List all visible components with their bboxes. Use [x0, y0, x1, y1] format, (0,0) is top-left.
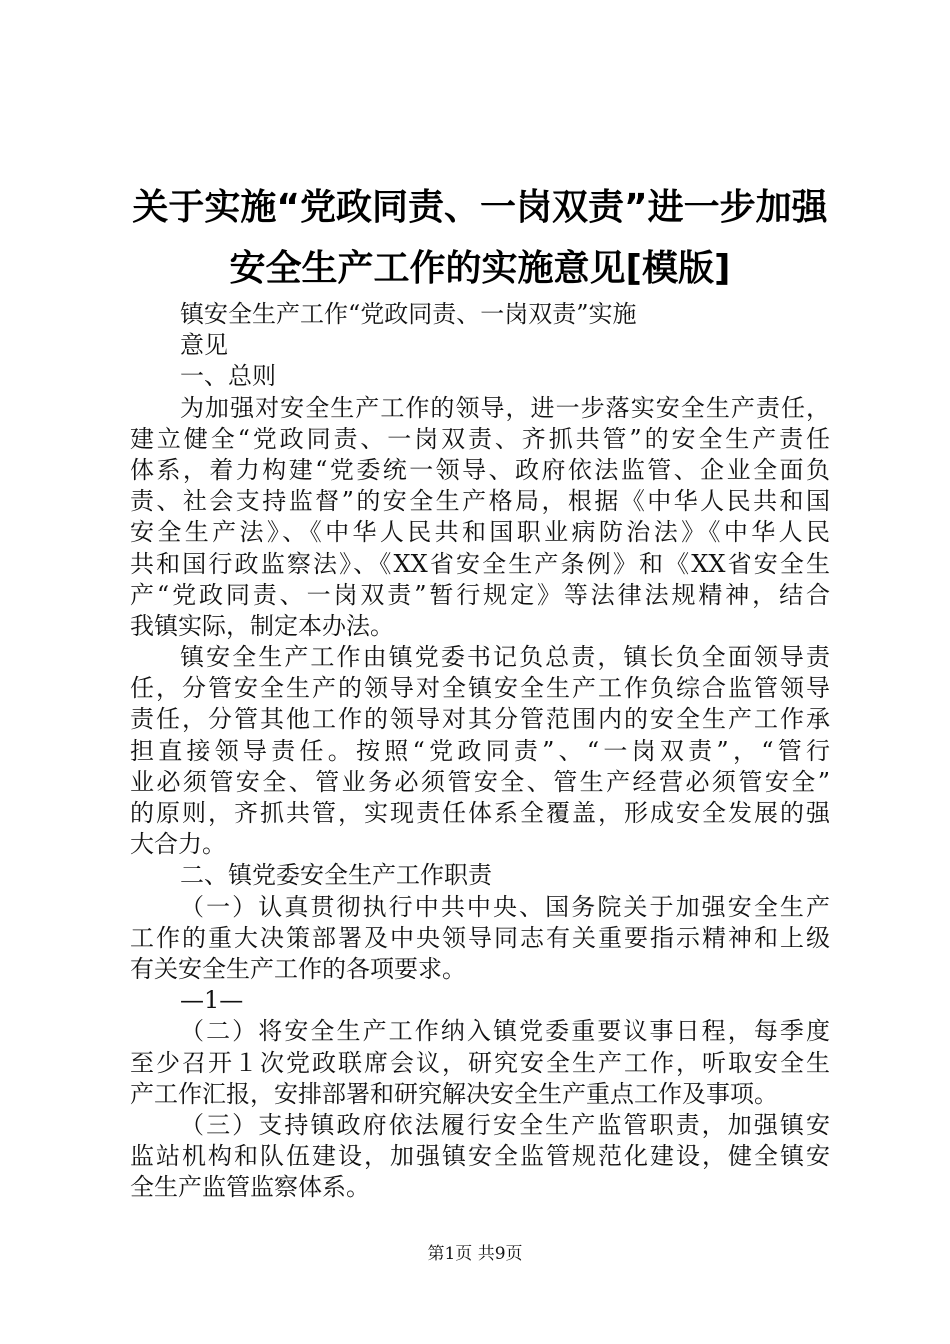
paragraph-line: 任，分管安全生产的领导对全镇安全生产工作负综合监管领导 [130, 674, 830, 703]
inline-page-number: —1— [180, 986, 244, 1015]
paragraph-line: 至少召开１次党政联席会议，研究安全生产工作，听取安全生 [130, 1048, 830, 1077]
paragraph-line: 有关安全生产工作的各项要求。 [130, 954, 466, 983]
paragraph-line: 为加强对安全生产工作的领导，进一步落实安全生产责任， [180, 393, 830, 422]
subtitle-line: 镇安全生产工作“党政同责、一岗双责”实施 [180, 300, 637, 328]
paragraph-line: 大合力。 [130, 830, 226, 859]
paragraph-line: 的原则，齐抓共管，实现责任体系全覆盖，形成安全发展的强 [130, 799, 830, 827]
paragraph-line: 工作的重大决策部署及中央领导同志有关重要指示精神和上级 [130, 923, 830, 952]
document-title-line-2: 安全生产工作的实施意见[模版] [229, 248, 731, 289]
paragraph-line: 产“党政同责、一岗双责”暂行规定》等法律法规精神，结合 [130, 580, 830, 609]
paragraph-line: 镇安全生产工作由镇党委书记负总责，镇长负全面领导责 [180, 643, 830, 672]
paragraph-line: （三）支持镇政府依法履行安全生产监管职责，加强镇安 [180, 1110, 830, 1139]
paragraph-line: 全生产监管监察体系。 [130, 1173, 370, 1202]
paragraph-line: 业必须管安全、管业务必须管安全、管生产经营必须管安全” [130, 767, 830, 796]
paragraph-line: （二）将安全生产工作纳入镇党委重要议事日程，每季度 [180, 1017, 830, 1046]
paragraph-line: 监站机构和队伍建设，加强镇安全监管规范化建设，健全镇安 [130, 1142, 830, 1171]
paragraph-line: 责、社会支持监督”的安全生产格局，根据《中华人民共和国 [130, 487, 830, 516]
paragraph-line: 体系，着力构建“党委统一领导、政府依法监管、企业全面负 [130, 455, 830, 484]
subtitle-line: 意见 [180, 331, 228, 360]
paragraph-line: 产工作汇报，安排部署和研究解决安全生产重点工作及事项。 [130, 1079, 778, 1108]
section-heading: 一、总则 [180, 362, 276, 391]
paragraph-line: 责任，分管其他工作的领导对其分管范围内的安全生产工作承 [130, 705, 830, 734]
page-footer: 第1页 共9页 [427, 1244, 523, 1264]
section-heading: 二、镇党委安全生产工作职责 [180, 861, 492, 890]
paragraph-line: 建立健全“党政同责、一岗双责、齐抓共管”的安全生产责任 [130, 424, 830, 453]
paragraph-line: 我镇实际，制定本办法。 [130, 611, 394, 640]
paragraph-line: 担直接领导责任。按照“党政同责”、“一岗双责”，“管行 [130, 736, 830, 765]
paragraph-line: 安全生产法》、《中华人民共和国职业病防治法》《中华人民 [130, 518, 830, 547]
document-body [130, 299, 830, 1203]
paragraph-line: （一）认真贯彻执行中共中央、国务院关于加强安全生产 [180, 892, 830, 921]
document-title-line-1: 关于实施“党政同责、一岗双责”进一步加强 [132, 187, 828, 228]
paragraph-line: 共和国行政监察法》、《XX省安全生产条例》和《XX省安全生 [130, 549, 830, 578]
